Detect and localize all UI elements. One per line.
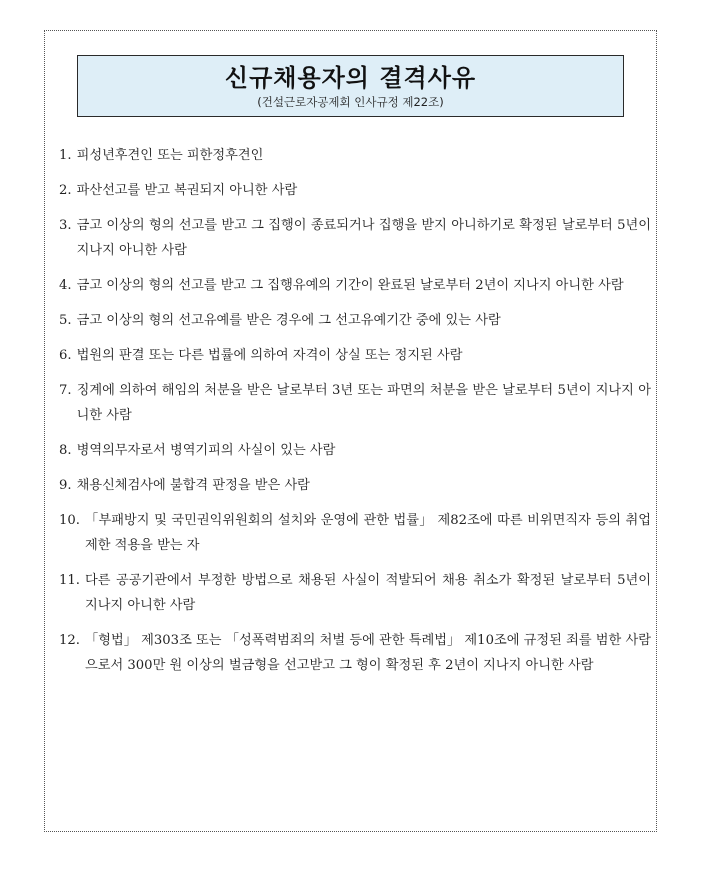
document-frame (44, 30, 657, 832)
item-text: 금고 이상의 형의 선고를 받고 그 집행이 종료되거나 집행을 받지 아니하기로 확정된 날로부터 5년이 지나지 아니한 사람 (76, 218, 651, 258)
list-item (59, 508, 651, 558)
list-item (59, 378, 651, 428)
item-text: 징계에 의하여 해임의 처분을 받은 날로부터 3년 또는 파면의 처분을 받은 날로부터 5년이 지나지 아니한 사람 (76, 383, 651, 423)
list-item (59, 178, 651, 203)
item-text: 채용신체검사에 불합격 판정을 받은 사람 (76, 478, 310, 493)
list-item (59, 143, 651, 168)
item-number: 8. (59, 443, 72, 458)
list-item (59, 473, 651, 498)
disqualification-list (59, 143, 651, 688)
list-item (59, 273, 651, 298)
item-text: 병역의무자로서 병역기피의 사실이 있는 사람 (76, 443, 336, 458)
list-item (59, 438, 651, 463)
item-number: 3. (59, 218, 72, 233)
title-box (77, 55, 624, 117)
item-number: 1. (59, 148, 72, 163)
item-text: 파산선고를 받고 복권되지 아니한 사람 (76, 183, 298, 198)
item-number: 6. (59, 348, 72, 363)
item-number: 10. (59, 513, 80, 528)
item-number: 4. (59, 278, 72, 293)
item-text: 「형법」 제303조 또는 「성폭력범죄의 처벌 등에 관한 특례법」 제10조에 규정된 죄를 범한 사람으로서 300만 원 이상의 벌금형을 선고받고 그 형이 확정된 후 2년이 지나지 아니한 사람 (84, 633, 651, 673)
page-subtitle: (건설근로자공제회 인사규정 제22조) (257, 95, 444, 109)
list-item (59, 343, 651, 368)
list-item (59, 213, 651, 263)
item-text: 피성년후견인 또는 피한정후견인 (76, 148, 264, 163)
list-item (59, 628, 651, 678)
item-text: 금고 이상의 형의 선고를 받고 그 집행유예의 기간이 완료된 날로부터 2년이 지나지 아니한 사람 (76, 278, 624, 293)
item-text: 「부패방지 및 국민권익위원회의 설치와 운영에 관한 법률」 제82조에 따른 비위면직자 등의 취업제한 적용을 받는 자 (84, 513, 651, 553)
item-number: 11. (59, 573, 80, 588)
item-number: 12. (59, 633, 80, 648)
item-text: 법원의 판결 또는 다른 법률에 의하여 자격이 상실 또는 정지된 사람 (76, 348, 463, 363)
item-number: 5. (59, 313, 72, 328)
item-text: 금고 이상의 형의 선고유예를 받은 경우에 그 선고유예기간 중에 있는 사람 (76, 313, 501, 328)
page-title: 신규채용자의 결격사유 (224, 64, 477, 92)
list-item (59, 308, 651, 333)
item-number: 7. (59, 383, 72, 398)
item-text: 다른 공공기관에서 부정한 방법으로 채용된 사실이 적발되어 채용 취소가 확정된 날로부터 5년이 지나지 아니한 사람 (84, 573, 651, 613)
item-number: 9. (59, 478, 72, 493)
list-item (59, 568, 651, 618)
item-number: 2. (59, 183, 72, 198)
